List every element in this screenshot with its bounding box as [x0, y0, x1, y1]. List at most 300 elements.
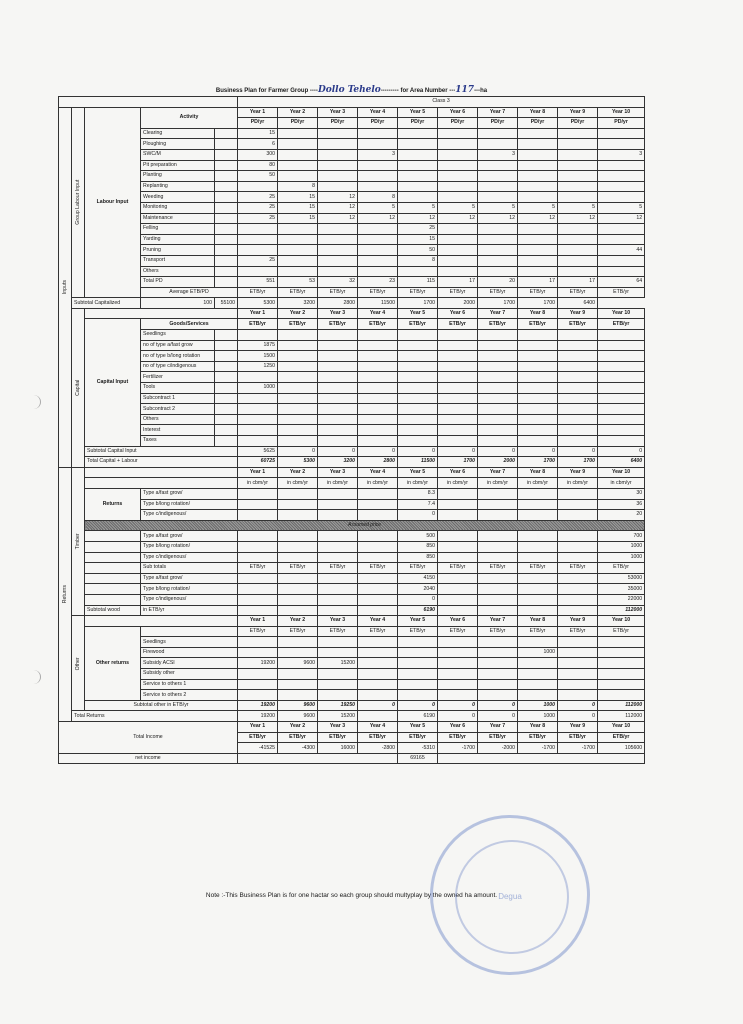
other-return-row [59, 690, 645, 701]
activity-extra-cell [215, 139, 238, 150]
capital-item-name: Subcontract 1 [141, 393, 215, 404]
etb-unit-6: ETB/yr [438, 732, 478, 743]
year-7-value: 0 [478, 700, 518, 711]
year-5-value [398, 128, 438, 139]
year-7-value [478, 573, 518, 584]
year-9-value [558, 181, 598, 192]
year-4-value: 12 [358, 213, 398, 224]
cbm-unit-5: in cbm/yr [398, 478, 438, 489]
year-header-6: Year 6 [438, 308, 478, 319]
capital-input-label: Capital Input [85, 319, 141, 446]
year-2-value [278, 372, 318, 383]
etb-unit-2: ETB/yr [278, 626, 318, 637]
year-4-value [358, 255, 398, 266]
year-header-4: Year 4 [358, 616, 398, 627]
etb-unit-2: ETB/yr [278, 287, 318, 298]
year-9-value [558, 679, 598, 690]
year-2-value [278, 160, 318, 171]
year-3-value [318, 605, 358, 616]
year-5-value: 15 [398, 234, 438, 245]
other-return-row [59, 679, 645, 690]
year-5-value [398, 340, 438, 351]
year-10-value [598, 139, 645, 150]
capital-item-name: no of type b/long rotation [141, 351, 215, 362]
year-2-value [278, 488, 318, 499]
year-8-value: 5 [518, 202, 558, 213]
year-3-value [318, 404, 358, 415]
etb-unit-9: ETB/yr [558, 287, 598, 298]
subtotal-capitalized-label: Subtotal Capitalized [72, 298, 141, 309]
year-9-value: 5 [558, 202, 598, 213]
year-3-value: 32 [318, 277, 358, 288]
year-2-value [278, 128, 318, 139]
year-10-value [598, 414, 645, 425]
assumed-price-row [59, 520, 645, 531]
year-7-value [478, 351, 518, 362]
year-9-value [558, 541, 598, 552]
etb-unit-8: ETB/yr [518, 626, 558, 637]
year-2-value [278, 605, 318, 616]
year-7-value [478, 192, 518, 203]
capital-extra-cell [215, 436, 238, 447]
year-3-value [318, 149, 358, 160]
year-7-value: -2000 [478, 743, 518, 754]
etb-unit-10: ETB/yr [598, 563, 645, 574]
year-7-value [478, 584, 518, 595]
year-1-value [238, 584, 278, 595]
year-5-value [398, 139, 438, 150]
activity-name: SWC/M [141, 149, 215, 160]
other-year-header-row [59, 616, 645, 627]
year-8-value [518, 573, 558, 584]
year-1-value [238, 234, 278, 245]
year-2-value [278, 637, 318, 648]
year-2-value [278, 669, 318, 680]
year-8-value [518, 245, 558, 256]
year-1-value [238, 531, 278, 542]
year-9-value [558, 669, 598, 680]
subtotal-other-row [59, 700, 645, 711]
year-1-value: 5625 [238, 446, 278, 457]
year-4-value [358, 594, 398, 605]
year-5-value: 7.4 [398, 499, 438, 510]
year-7-value [478, 669, 518, 680]
year-10-value [598, 425, 645, 436]
year-6-value [438, 541, 478, 552]
year-6-value [438, 414, 478, 425]
group-name-handwritten: Dollo Tehelo [317, 85, 381, 95]
year-5-value [398, 192, 438, 203]
year-10-value [598, 669, 645, 680]
year-9-value: -1700 [558, 743, 598, 754]
year-7-value [478, 128, 518, 139]
year-5-value: 0 [398, 446, 438, 457]
year-7-value [478, 139, 518, 150]
income-year-header-row [59, 722, 645, 733]
year-10-value: 112000 [598, 605, 645, 616]
year-10-value [598, 658, 645, 669]
net-blank [438, 753, 645, 764]
year-header-10: Year 10 [598, 107, 645, 118]
year-7-value: 12 [478, 213, 518, 224]
labour-row [59, 245, 645, 256]
year-2-value [278, 414, 318, 425]
year-5-value [398, 679, 438, 690]
capital-unit-row [59, 319, 645, 330]
subtotal-capital-label: Subtotal Capital Input [85, 446, 238, 457]
year-header-2: Year 2 [278, 722, 318, 733]
year-5-value [398, 658, 438, 669]
year-7-value [478, 605, 518, 616]
other-blank [85, 616, 238, 627]
year-3-value: 15200 [318, 711, 358, 722]
returns-label: Returns [85, 488, 141, 520]
etb-unit-4: ETB/yr [358, 626, 398, 637]
year-2-value: 8 [278, 181, 318, 192]
activity-name: Others [141, 266, 215, 277]
year-4-value [358, 372, 398, 383]
other-item-name: Subsidy other [141, 669, 238, 680]
year-2-value [278, 436, 318, 447]
subtotal-wood-label: Subtotal wood [85, 605, 141, 616]
year-header-1: Year 1 [238, 467, 278, 478]
other-item-name: Service to others 1 [141, 679, 238, 690]
year-5-value [398, 425, 438, 436]
year-6-value [438, 266, 478, 277]
year-7-value [478, 245, 518, 256]
year-1-value [238, 266, 278, 277]
year-1-value [238, 679, 278, 690]
year-7-value [478, 266, 518, 277]
year-header-2: Year 2 [278, 467, 318, 478]
other-return-row [59, 669, 645, 680]
year-2-value: 5300 [238, 298, 278, 309]
year-4-value [358, 637, 398, 648]
capital-side-label: Capital [72, 308, 85, 467]
year-6-value [438, 330, 478, 341]
year-10-value: 112000 [598, 711, 645, 722]
activity-extra-cell [215, 171, 238, 182]
year-6-value: 12 [438, 213, 478, 224]
year-10-value [598, 266, 645, 277]
year-8-value [518, 224, 558, 235]
year-5-value [398, 669, 438, 680]
year-5-value [398, 647, 438, 658]
other-returns-label: Other returns [85, 626, 141, 700]
year-1-value [238, 224, 278, 235]
cbm-unit-9: in cbm/yr [558, 478, 598, 489]
year-2-value [278, 690, 318, 701]
year-10-value [598, 679, 645, 690]
year-8-value: 0 [518, 446, 558, 457]
year-header-1: Year 1 [238, 107, 278, 118]
year-9-value [558, 594, 598, 605]
year-8-value [518, 541, 558, 552]
year-4-value: 3 [358, 149, 398, 160]
capital-extra-cell [215, 351, 238, 362]
year-3-value: 16000 [318, 743, 358, 754]
year-header-10: Year 10 [598, 722, 645, 733]
year-header-6: Year 6 [438, 616, 478, 627]
activity-name: Planting [141, 171, 215, 182]
year-10-value: 1000 [598, 552, 645, 563]
year-6-value [438, 436, 478, 447]
net-income-row [59, 753, 645, 764]
activity-name: Clearing [141, 128, 215, 139]
year-10-value [598, 181, 645, 192]
year-7-value [478, 679, 518, 690]
year-1-value [238, 245, 278, 256]
activity-extra-cell [215, 192, 238, 203]
year-4-value [358, 647, 398, 658]
year-header-5: Year 5 [398, 722, 438, 733]
subtotal-wood-unit: in ETB/yr [141, 605, 238, 616]
capital-row [59, 330, 645, 341]
year-7-value [478, 393, 518, 404]
year-8-value [518, 340, 558, 351]
year-6-value [438, 669, 478, 680]
year-9-value [558, 266, 598, 277]
year-10-value [598, 690, 645, 701]
document-title: Business Plan for Farmer Group ----Dollo Tehelo--------- for Area Number ---117---ha [215, 85, 488, 95]
year-2-value [278, 383, 318, 394]
year-5-value: 2040 [398, 584, 438, 595]
etb-unit-9: ETB/yr [558, 626, 598, 637]
year-1-value [238, 541, 278, 552]
capital-row [59, 404, 645, 415]
year-header-3: Year 3 [318, 107, 358, 118]
title-prefix: Business Plan for Farmer Group [215, 88, 309, 94]
year-10-value: 64 [598, 277, 645, 288]
year-2-value [278, 245, 318, 256]
other-return-row [59, 658, 645, 669]
year-3-value [318, 393, 358, 404]
year-4-value [358, 425, 398, 436]
year-5-value: 0 [398, 700, 438, 711]
etb-unit-10: ETB/yr [598, 626, 645, 637]
timber-type-name: Type a/fast grow/ [141, 488, 238, 499]
year-1-value: 55100 [215, 298, 238, 309]
timber-price-blank [85, 541, 141, 552]
labour-row [59, 171, 645, 182]
year-1-value: 1000 [238, 383, 278, 394]
year-2-value: 15 [278, 192, 318, 203]
capital-extra-cell [215, 330, 238, 341]
year-header-2: Year 2 [278, 107, 318, 118]
year-header-3: Year 3 [318, 616, 358, 627]
year-9-value [558, 647, 598, 658]
year-1-value [238, 647, 278, 658]
year-6-value: 0 [438, 700, 478, 711]
etb-unit-10: ETB/yr [598, 287, 645, 298]
year-5-value [398, 690, 438, 701]
timber-price-blank [85, 531, 141, 542]
year-4-value [358, 584, 398, 595]
year-3-value: 15200 [318, 658, 358, 669]
punch-hole [26, 670, 41, 684]
year-6-value [438, 584, 478, 595]
year-6-value: -1700 [438, 743, 478, 754]
year-5-value [398, 266, 438, 277]
total-capital-row [59, 457, 645, 468]
year-4-value [358, 552, 398, 563]
year-5-value [398, 351, 438, 362]
year-2-value [278, 149, 318, 160]
year-6-value [438, 647, 478, 658]
year-1-value: 25 [238, 202, 278, 213]
year-10-value: 700 [598, 531, 645, 542]
year-1-value [238, 573, 278, 584]
class-row [59, 97, 645, 108]
year-2-value [278, 393, 318, 404]
other-return-row [59, 647, 645, 658]
year-6-value [438, 149, 478, 160]
year-8-value [518, 393, 558, 404]
year-header-7: Year 7 [478, 467, 518, 478]
timber-type-name: Type c/indigenous/ [141, 510, 238, 521]
year-2-value: 15 [278, 202, 318, 213]
year-7-value [478, 181, 518, 192]
year-4-value [358, 679, 398, 690]
etb-unit-5: ETB/yr [398, 732, 438, 743]
year-2-value [278, 234, 318, 245]
activity-extra-cell [215, 160, 238, 171]
year-9-value [558, 245, 598, 256]
capital-row [59, 383, 645, 394]
cbm-unit-6: in cbm/yr [438, 478, 478, 489]
year-1-value: 25 [238, 192, 278, 203]
year-9-value [558, 128, 598, 139]
year-9-value [558, 234, 598, 245]
year-4-value: 8 [358, 192, 398, 203]
pd-unit-5: PD/yr [398, 118, 438, 129]
year-3-value [318, 436, 358, 447]
year-1-value [238, 488, 278, 499]
year-9-value [558, 361, 598, 372]
year-7-value [478, 404, 518, 415]
year-4-value: 5 [358, 202, 398, 213]
year-6-value [438, 690, 478, 701]
timber-value-row [59, 594, 645, 605]
year-6-value [438, 372, 478, 383]
year-6-value: 1700 [398, 298, 438, 309]
pd-unit-2: PD/yr [278, 118, 318, 129]
year-1-value [238, 181, 278, 192]
year-6-value [438, 594, 478, 605]
labour-row [59, 213, 645, 224]
year-10-value: 6400 [598, 457, 645, 468]
capital-extra-cell [215, 383, 238, 394]
year-1-value [238, 330, 278, 341]
year-3-value [318, 139, 358, 150]
year-7-value: 3 [478, 149, 518, 160]
subtotal-wood-row [59, 605, 645, 616]
year-9-value [558, 531, 598, 542]
year-9-value [558, 255, 598, 266]
year-1-value: 19200 [238, 658, 278, 669]
timber-type-name: Type b/long rotation/ [141, 541, 238, 552]
timber-value-blank [85, 584, 141, 595]
pd-unit-6: PD/yr [438, 118, 478, 129]
year-9-value [558, 149, 598, 160]
timber-side-label: Timber [72, 467, 85, 615]
year-header-8: Year 8 [518, 722, 558, 733]
year-7-value: 2000 [478, 457, 518, 468]
year-1-value [238, 637, 278, 648]
year-6-value [438, 605, 478, 616]
year-3-value [318, 171, 358, 182]
year-5-value [398, 171, 438, 182]
year-2-value: 53 [278, 277, 318, 288]
year-3-value [318, 584, 358, 595]
activity-name: Maintenance [141, 213, 215, 224]
year-6-value: 1700 [438, 457, 478, 468]
year-10-value: 44 [598, 245, 645, 256]
cbm-unit-10: in cbm/yr [598, 478, 645, 489]
year-5-value [398, 436, 438, 447]
labour-row [59, 266, 645, 277]
year-3-value [318, 266, 358, 277]
year-1-value [238, 436, 278, 447]
year-8-value [518, 192, 558, 203]
year-8-value [518, 679, 558, 690]
year-header-4: Year 4 [358, 308, 398, 319]
year-4-value: 0 [358, 446, 398, 457]
year-9-value [558, 552, 598, 563]
year-3-value [318, 160, 358, 171]
year-6-value [438, 425, 478, 436]
year-7-value [478, 160, 518, 171]
year-7-value [478, 658, 518, 669]
year-header-4: Year 4 [358, 107, 398, 118]
capital-year-header-row [59, 308, 645, 319]
year-2-value [278, 404, 318, 415]
year-3-value: 12 [318, 202, 358, 213]
year-4-value: 23 [358, 277, 398, 288]
year-1-value [238, 669, 278, 680]
year-3-value [318, 690, 358, 701]
year-7-value [478, 499, 518, 510]
year-2-value [278, 255, 318, 266]
year-9-value [558, 139, 598, 150]
average-label: Average ETB/PD [141, 287, 238, 298]
year-5-value: 850 [398, 552, 438, 563]
year-8-value: 1700 [518, 457, 558, 468]
year-1-value [238, 690, 278, 701]
year-10-value [598, 393, 645, 404]
etb-unit-1: ETB/yr [238, 563, 278, 574]
year-10-value [598, 404, 645, 415]
year-10-value [598, 171, 645, 182]
year-10-value: 1000 [598, 541, 645, 552]
year-4-value: -2800 [358, 743, 398, 754]
labour-row [59, 277, 645, 288]
etb-unit-3: ETB/yr [318, 626, 358, 637]
year-header-8: Year 8 [518, 616, 558, 627]
year-6-value [438, 499, 478, 510]
capital-row [59, 351, 645, 362]
year-8-value [518, 372, 558, 383]
year-8-value [518, 425, 558, 436]
labour-row [59, 139, 645, 150]
year-2-value: 9600 [278, 700, 318, 711]
year-5-value [398, 330, 438, 341]
year-10-value [598, 351, 645, 362]
total-income-label: Total Income [59, 722, 238, 754]
activity-name: Yarding [141, 234, 215, 245]
activity-extra-cell [215, 181, 238, 192]
year-4-value [358, 128, 398, 139]
